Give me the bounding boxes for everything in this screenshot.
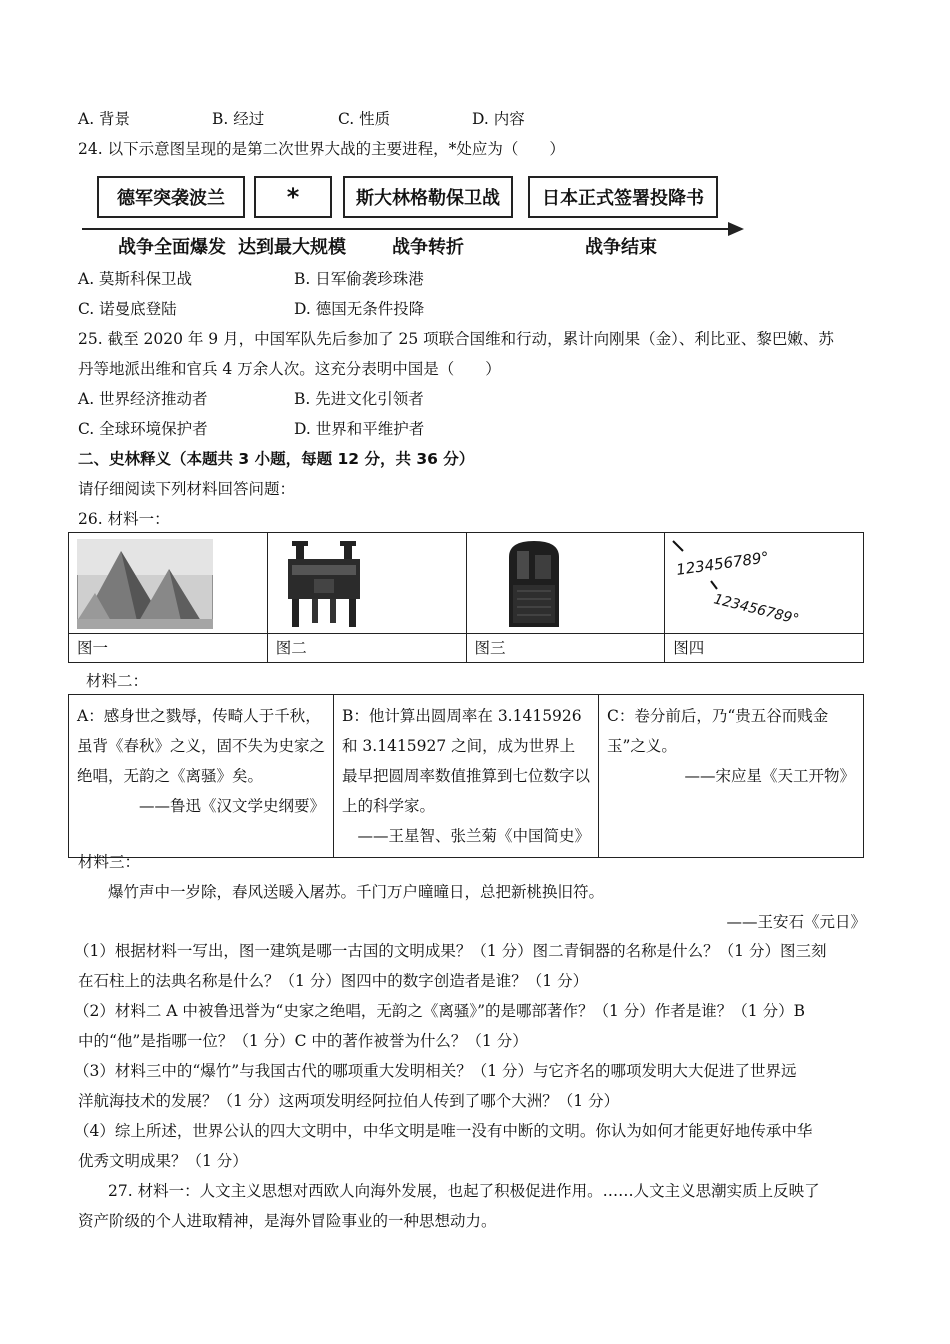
figure-2-caption: 图二 [267, 634, 466, 663]
timeline-label-2: 达到最大规模 [238, 237, 346, 258]
timeline-box-3: 斯大林格勒保卫战 [343, 176, 513, 218]
timeline-box-1: 德军突袭波兰 [97, 176, 245, 218]
q24-option-d: D. 德国无条件投降 [294, 300, 425, 318]
q25-option-d: D. 世界和平维护者 [294, 420, 425, 438]
material2-c-source: ——宋应星《天工开物》 [684, 767, 855, 785]
q26-material3-label: 材料三： [78, 853, 141, 871]
q24-option-a: A. 莫斯科保卫战 [78, 270, 193, 288]
q26-material1-label: 26. 材料一： [78, 510, 170, 528]
timeline-box-4: 日本正式签署投降书 [528, 176, 718, 218]
material2-c-cell [599, 695, 864, 858]
q23-option-c: C. 性质 [338, 110, 391, 128]
q25-option-b: B. 先进文化引领者 [294, 390, 424, 408]
q25-option-c: C. 全球环境保护者 [78, 420, 208, 438]
q25-stem-line1: 25. 截至 2020 年 9 月，中国军队先后参加了 25 项联合国维和行动，累计向刚果（金）、利比亚、黎巴嫩、苏 [78, 330, 834, 348]
q23-option-b: B. 经过 [212, 110, 265, 128]
figure-4-cell [665, 533, 864, 634]
section2-title: 二、史林释义（本题共 3 小题，每题 12 分，共 36 分） [78, 450, 475, 468]
q24-option-c: C. 诺曼底登陆 [78, 300, 177, 318]
material2-table [68, 694, 864, 858]
pyramids-image [77, 539, 213, 629]
numerals-line-1: 123456789° [675, 548, 771, 579]
timeline-arrow-icon [728, 222, 744, 236]
q23-option-a: A. 背景 [78, 110, 131, 128]
timeline-label-3: 战争转折 [392, 237, 464, 258]
material2-a-text: A：感身世之戮辱，传畸人于千秋，虽背《春秋》之义，固不失为史家之绝唱，无韵之《离骚》矣。 [77, 707, 326, 785]
numerals-line-2: 123456789° [712, 591, 801, 628]
q26-material2-label: 材料二： [86, 672, 149, 690]
material3-poem-source: ——王安石《元日》 [726, 913, 866, 931]
material2-b-source: ——王星智、张兰菊《中国简史》 [357, 827, 590, 845]
material2-b-cell [334, 695, 599, 858]
q26-question4-line2: 优秀文明成果？（1 分） [78, 1152, 248, 1170]
q26-question3-line1: （3）材料三中的“爆竹”与我国古代的哪项重大发明相关？（1 分）与它齐名的哪项发明大大促进了世界远 [74, 1062, 797, 1080]
q25-stem-line2: 丹等地派出维和官兵 4 万余人次。这充分表明中国是（ ） [78, 360, 501, 378]
code-of-hammurabi-stele-image [499, 539, 569, 629]
timeline-axis [82, 228, 732, 230]
q23-option-d: D. 内容 [472, 110, 525, 128]
q26-question4-line1: （4）综上所述，世界公认的四大文明中，中华文明是唯一没有中断的文明。你认为如何才能更好地传承中华 [74, 1122, 813, 1140]
timeline-label-4: 战争结束 [585, 237, 657, 258]
material2-b-text: B：他计算出圆周率在 3.1415926 和 3.1415927 之间，成为世界上最早把圆周率数值推算到七位数字以上的科学家。 [342, 707, 591, 815]
q24-stem: 24. 以下示意图呈现的是第二次世界大战的主要进程，*处应为（ ） [78, 140, 565, 158]
q24-option-b: B. 日军偷袭珍珠港 [294, 270, 424, 288]
q25-option-a: A. 世界经济推动者 [78, 390, 208, 408]
q27-line1: 27. 材料一：人文主义思想对西欧人向海外发展，也起了积极促进作用。……人文主义思潮实质上反映了 [108, 1182, 820, 1200]
material3-poem: 爆竹声中一岁除，春风送暖入屠苏。千门万户曈曈日，总把新桃换旧符。 [108, 883, 605, 901]
material2-a-source: ——鲁迅《汉文学史纲要》 [138, 797, 325, 815]
q26-question2-line1: （2）材料二 A 中被鲁迅誉为“史家之绝唱，无韵之《离骚》”的是哪部著作？（1 分）作者是谁？（1 分）B [74, 1002, 805, 1020]
figure-2-cell [267, 533, 466, 634]
arabic-numerals-image [671, 537, 811, 632]
bronze-ding-image [284, 539, 364, 629]
q27-line2: 资产阶级的个人进取精神，是海外冒险事业的一种思想动力。 [78, 1212, 497, 1230]
material2-c-text: C：卷分前后，乃“贵五谷而贱金玉”之义。 [607, 707, 829, 755]
section2-instruction: 请仔细阅读下列材料回答问题： [78, 480, 296, 498]
material1-figure-table [68, 532, 864, 663]
q26-question2-line2: 中的“他”是指哪一位？（1 分）C 中的著作被誉为什么？（1 分） [78, 1032, 528, 1050]
material2-a-cell [69, 695, 334, 858]
figure-4-caption: 图四 [665, 634, 864, 663]
figure-3-cell [466, 533, 665, 634]
figure-1-caption: 图一 [69, 634, 268, 663]
q26-question3-line2: 洋航海技术的发展？（1 分）这两项发明经阿拉伯人传到了哪个大洲？（1 分） [78, 1092, 620, 1110]
figure-3-caption: 图三 [466, 634, 665, 663]
timeline-label-1: 战争全面爆发 [118, 237, 226, 258]
timeline-box-2: * [254, 176, 332, 218]
q26-question1-line1: （1）根据材料一写出，图一建筑是哪一古国的文明成果？（1 分）图二青铜器的名称是什么？（1 分）图三刻 [74, 942, 827, 960]
q26-question1-line2: 在石柱上的法典名称是什么？（1 分）图四中的数字创造者是谁？（1 分） [78, 972, 589, 990]
figure-1-cell [69, 533, 268, 634]
